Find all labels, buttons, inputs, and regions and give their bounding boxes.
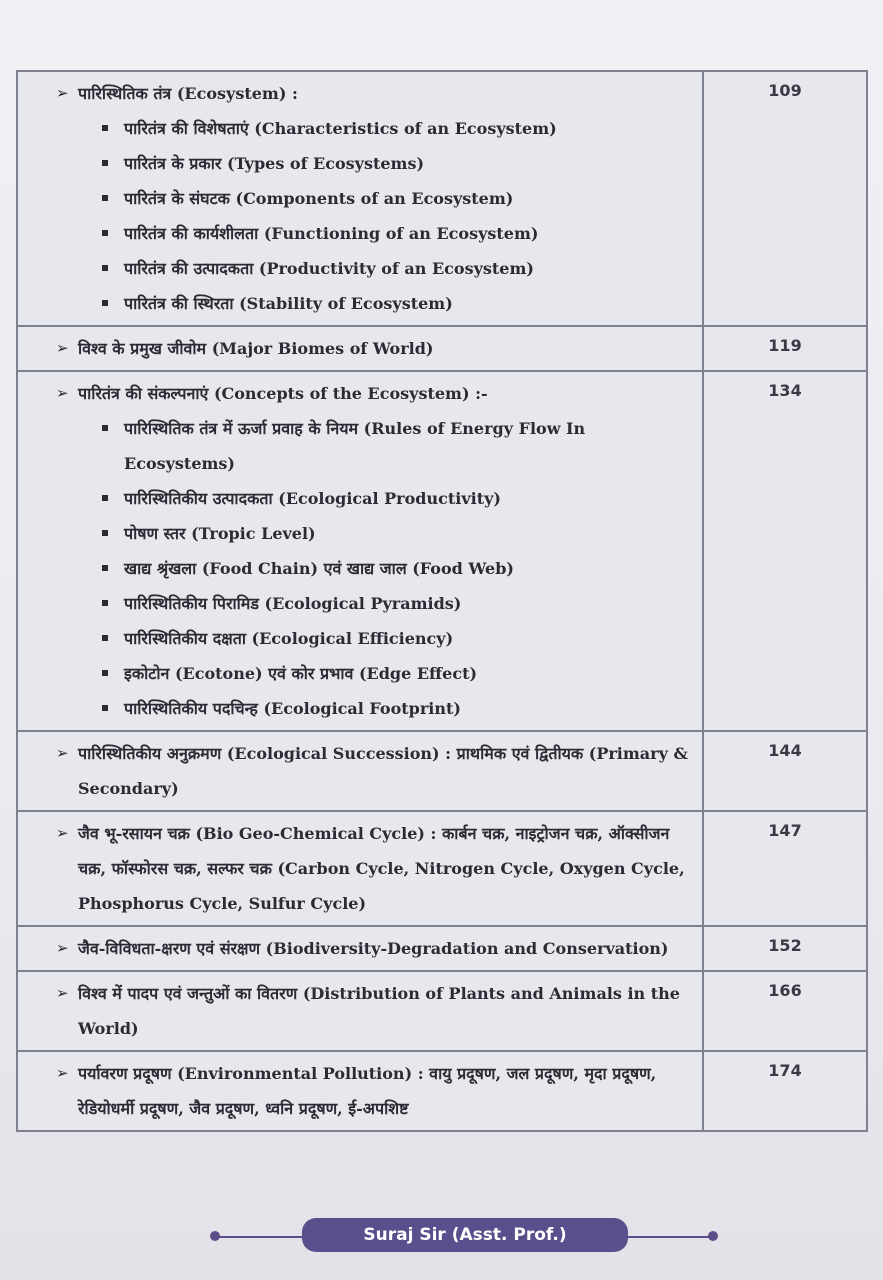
arrow-icon: ➢ <box>56 984 69 1002</box>
toc-row-succession <box>17 731 867 811</box>
subtopic-item <box>102 551 692 586</box>
arrow-icon: ➢ <box>56 339 69 357</box>
bullet-icon <box>102 425 108 431</box>
subtopic-text: पारिस्थितिकीय पिरामिड (Ecological Pyramids) <box>124 594 462 613</box>
subtopic-item <box>102 621 692 656</box>
section-heading <box>56 976 692 1046</box>
toc-row-pollution <box>17 1051 867 1131</box>
section-heading <box>56 331 692 366</box>
bullet-icon <box>102 125 108 131</box>
toc-row-ecosystem <box>17 71 867 326</box>
arrow-icon: ➢ <box>56 384 69 402</box>
subtopic-text: पोषण स्तर (Tropic Level) <box>124 524 316 543</box>
topic-cell <box>17 326 703 371</box>
section-heading <box>56 1056 692 1126</box>
heading-text: विश्व में पादप एवं जन्तुओं का वितरण (Distribution of Plants and Animals in the World) <box>78 984 680 1038</box>
section-heading <box>56 376 692 411</box>
toc-row-concepts <box>17 371 867 731</box>
toc-row-biogeochemical <box>17 811 867 926</box>
subtopic-text: खाद्य श्रृंखला (Food Chain) एवं खाद्य जाल (Food Web) <box>124 559 514 578</box>
subtopic-text: पारितंत्र की स्थिरता (Stability of Ecosystem) <box>124 294 453 313</box>
topic-cell <box>17 71 703 326</box>
toc-row-biomes <box>17 326 867 371</box>
section-heading <box>56 816 692 921</box>
page-number: 147 <box>703 811 867 926</box>
topic-cell <box>17 971 703 1051</box>
heading-text: जैव-विविधता-क्षरण एवं संरक्षण (Biodiversity-Degradation and Conservation) <box>78 939 669 958</box>
bullet-icon <box>102 195 108 201</box>
page-number: 174 <box>703 1051 867 1131</box>
page-number: 109 <box>703 71 867 326</box>
subtopic-item <box>102 411 692 481</box>
subtopic-item <box>102 586 692 621</box>
bullet-icon <box>102 670 108 676</box>
arrow-icon: ➢ <box>56 84 69 102</box>
bullet-icon <box>102 160 108 166</box>
topic-cell <box>17 811 703 926</box>
bullet-icon <box>102 530 108 536</box>
arrow-icon: ➢ <box>56 744 69 762</box>
subtopic-text: पारितंत्र के संघटक (Components of an Ecosystem) <box>124 189 514 208</box>
page-number: 119 <box>703 326 867 371</box>
contents-table <box>16 70 868 1132</box>
subtopic-text: पारितंत्र की कार्यशीलता (Functioning of an Ecosystem) <box>124 224 539 243</box>
subtopic-item <box>102 481 692 516</box>
subtopic-list <box>78 111 692 321</box>
bullet-icon <box>102 565 108 571</box>
topic-cell <box>17 926 703 971</box>
heading-text: पारिस्थितिक तंत्र (Ecosystem) : <box>78 84 298 103</box>
subtopic-list <box>78 411 692 726</box>
subtopic-text: पारिस्थितिकीय पदचिन्ह (Ecological Footprint) <box>124 699 461 718</box>
heading-text: पारिस्थितिकीय अनुक्रमण (Ecological Succession) : प्राथमिक एवं द्वितीयक (Primary & Secondary) <box>78 744 688 798</box>
subtopic-item <box>102 286 692 321</box>
bullet-icon <box>102 265 108 271</box>
author-badge: Suraj Sir (Asst. Prof.) <box>302 1218 628 1252</box>
arrow-icon: ➢ <box>56 939 69 957</box>
subtopic-text: पारितंत्र की विशेषताएं (Characteristics of an Ecosystem) <box>124 119 557 138</box>
subtopic-text: इकोटोन (Ecotone) एवं कोर प्रभाव (Edge Effect) <box>124 664 478 683</box>
heading-text: विश्व के प्रमुख जीवोम (Major Biomes of World) <box>78 339 434 358</box>
page-number: 134 <box>703 371 867 731</box>
bullet-icon <box>102 635 108 641</box>
subtopic-text: पारितंत्र की उत्पादकता (Productivity of an Ecosystem) <box>124 259 534 278</box>
subtopic-item <box>102 111 692 146</box>
page-number: 166 <box>703 971 867 1051</box>
subtopic-text: पारिस्थितिकीय दक्षता (Ecological Efficiency) <box>124 629 454 648</box>
arrow-icon: ➢ <box>56 1064 69 1082</box>
section-heading <box>56 736 692 806</box>
subtopic-item <box>102 181 692 216</box>
footer-dot-left <box>210 1231 220 1241</box>
subtopic-item <box>102 656 692 691</box>
toc-row-biodiversity <box>17 926 867 971</box>
subtopic-text: पारितंत्र के प्रकार (Types of Ecosystems) <box>124 154 425 173</box>
heading-text: पर्यावरण प्रदूषण (Environmental Pollution) : वायु प्रदूषण, जल प्रदूषण, मृदा प्रदूषण, रेडियोधर्मी प्रदूषण, जैव प्रदूषण, ध्वनि प्रदूषण, ई-अपशिष्ट <box>78 1064 657 1118</box>
arrow-icon: ➢ <box>56 824 69 842</box>
bullet-icon <box>102 600 108 606</box>
bullet-icon <box>102 495 108 501</box>
subtopic-item <box>102 216 692 251</box>
topic-cell <box>17 371 703 731</box>
subtopic-text: पारिस्थितिक तंत्र में ऊर्जा प्रवाह के नियम (Rules of Energy Flow In Ecosystems) <box>124 419 586 473</box>
section-heading <box>56 931 692 966</box>
subtopic-text: पारिस्थितिकीय उत्पादकता (Ecological Productivity) <box>124 489 501 508</box>
subtopic-item <box>102 251 692 286</box>
toc-row-distribution <box>17 971 867 1051</box>
topic-cell <box>17 731 703 811</box>
subtopic-item <box>102 516 692 551</box>
page-number: 152 <box>703 926 867 971</box>
bullet-icon <box>102 230 108 236</box>
section-heading <box>56 76 692 111</box>
subtopic-item <box>102 691 692 726</box>
footer-dot-right <box>708 1231 718 1241</box>
bullet-icon <box>102 300 108 306</box>
heading-text: पारितंत्र की संकल्पनाएं (Concepts of the Ecosystem) :- <box>78 384 488 403</box>
subtopic-item <box>102 146 692 181</box>
heading-text: जैव भू-रसायन चक्र (Bio Geo-Chemical Cycle) : कार्बन चक्र, नाइट्रोजन चक्र, ऑक्सीजन चक्र, फॉस्फोरस चक्र, सल्फर चक्र (Carbon Cycle, Nitrogen Cycle, Oxygen Cycle, Phosphorus Cycle, Sulfur Cycle) <box>78 824 685 913</box>
bullet-icon <box>102 705 108 711</box>
topic-cell <box>17 1051 703 1131</box>
page-number: 144 <box>703 731 867 811</box>
